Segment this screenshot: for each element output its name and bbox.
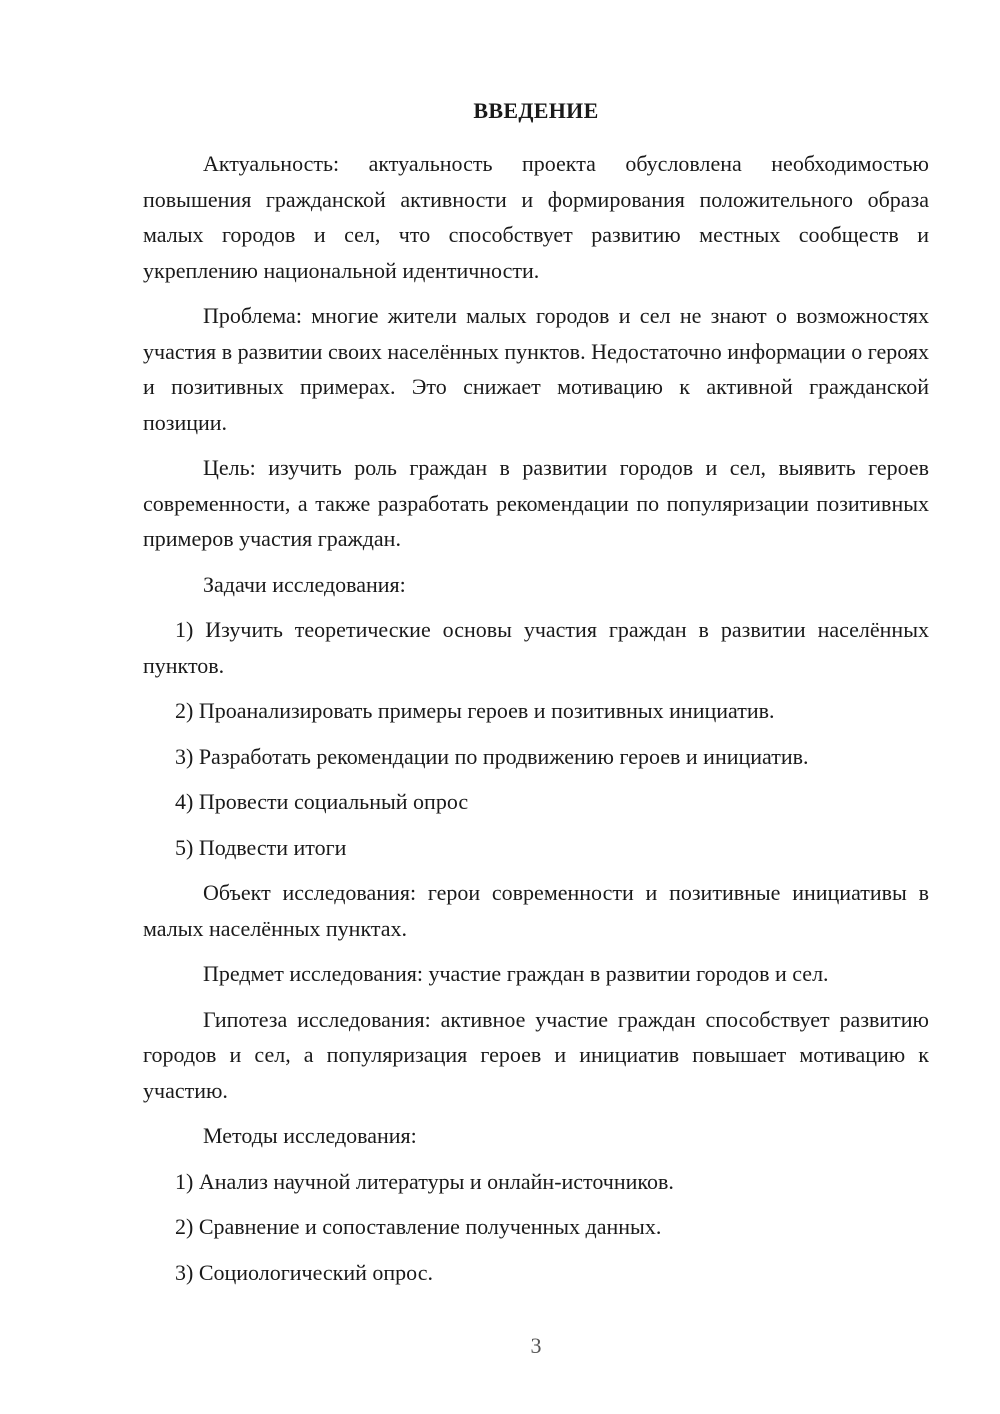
tasks-heading: Задачи исследования: [203, 571, 406, 597]
method-item: 2) Сравнение и сопоставление полученных данных. [175, 1214, 662, 1239]
task-item: 1) Изучить теоретические основы участия граждан в развитии населённых пунктов. [143, 617, 929, 678]
relevance-paragraph: Актуальность: актуальность проекта обусловлена необходимостью повышения гражданской активности и формирования положительного образа малых городов и сел, что способствует развитию местных сообществ и укреплению национальной идентичности. [143, 151, 929, 283]
object-paragraph: Объект исследования: герои современности и позитивные инициативы в малых населённых пунктах. [143, 880, 929, 941]
task-item: 3) Разработать рекомендации по продвижению героев и инициатив. [175, 743, 809, 769]
task-item: 4) Провести социальный опрос [175, 789, 469, 814]
page-title: ВВЕДЕНИЕ [473, 98, 599, 123]
task-item: 2) Проанализировать примеры героев и позитивных инициатив. [175, 698, 775, 723]
method-item: 1) Анализ научной литературы и онлайн-источников. [175, 1168, 674, 1194]
problem-paragraph: Проблема: многие жители малых городов и сел не знают о возможностях участия в развитии своих населённых пунктов. Недостаточно информации о героях и позитивных примерах. Это снижает мотивацию к активной гражданской позиции. [143, 303, 929, 435]
method-item: 3) Социологический опрос. [175, 1259, 433, 1285]
methods-heading: Методы исследования: [203, 1123, 417, 1148]
task-item: 5) Подвести итоги [175, 834, 347, 860]
hypothesis-paragraph: Гипотеза исследования: активное участие граждан способствует развитию городов и сел, а популяризация героев и инициатив повышает мотивацию к участию. [143, 1006, 929, 1103]
page-number: 3 [530, 1333, 542, 1358]
goal-paragraph: Цель: изучить роль граждан в развитии городов и сел, выявить героев современности, а также разработать рекомендации по популяризации позитивных примеров участия граждан. [143, 455, 929, 551]
document-page [143, 96, 929, 1300]
subject-paragraph: Предмет исследования: участие граждан в развитии городов и сел. [203, 961, 829, 986]
